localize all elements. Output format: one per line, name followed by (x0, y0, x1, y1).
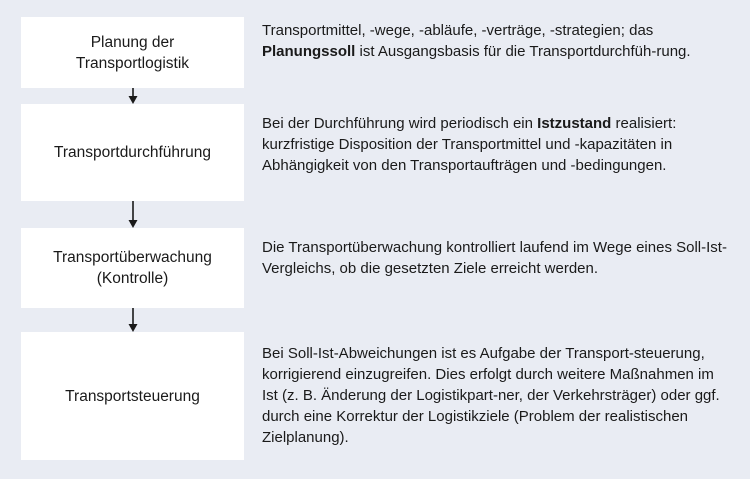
step-box-label: Transportlogistik (75, 54, 190, 72)
description-text: ist Ausgangsbasis für die Transportdurchfüh-rung. (355, 43, 691, 60)
step-description-durchfuehrung (262, 113, 732, 176)
step-description-planung (262, 20, 732, 62)
description-highlight: Istzustand (537, 115, 612, 132)
step-description-ueberwachung (262, 237, 732, 279)
description-text: Bei Soll-Ist-Abweichungen ist es Aufgabe der Transport-steuerung, korrigierend einzugreifen. Dies erfolgt durch weitere Maßnahmen im Ist (z. B. Änderung der Logistikpart-ner, der Verkehrsträger) oder ggf. durch eine Korrektur der Logistikziele (Problem der realistischen Zielplanung). (262, 345, 720, 446)
description-highlight: Planungssoll (262, 43, 356, 60)
arrow-head (129, 96, 138, 104)
step-box-label: Planung der (90, 33, 175, 51)
step-box-label: Transportdurchführung (53, 144, 212, 161)
step-description-steuerung (262, 343, 732, 448)
step-box-label: Transportüberwachung (53, 249, 212, 266)
description-text: Bei der Durchführung wird periodisch ein (262, 115, 538, 132)
description-text: Transportmittel, -wege, -abläufe, -verträge, -strategien; das (262, 22, 654, 39)
step-box-label: Transportsteuerung (65, 387, 200, 405)
description-text: realisiert: kurzfristige Disposition der Transportmittel und -kapazitäten in Abhängigkeit von den Transportaufträgen und -bedingungen. (262, 115, 677, 174)
arrow-head (129, 324, 138, 332)
arrow-head (129, 220, 138, 228)
step-box-label: (Kontrolle) (96, 270, 169, 287)
description-text: Die Transportüberwachung kontrolliert laufend im Wege eines Soll-Ist-Vergleichs, ob die gesetzten Ziele erreicht werden. (262, 239, 727, 277)
